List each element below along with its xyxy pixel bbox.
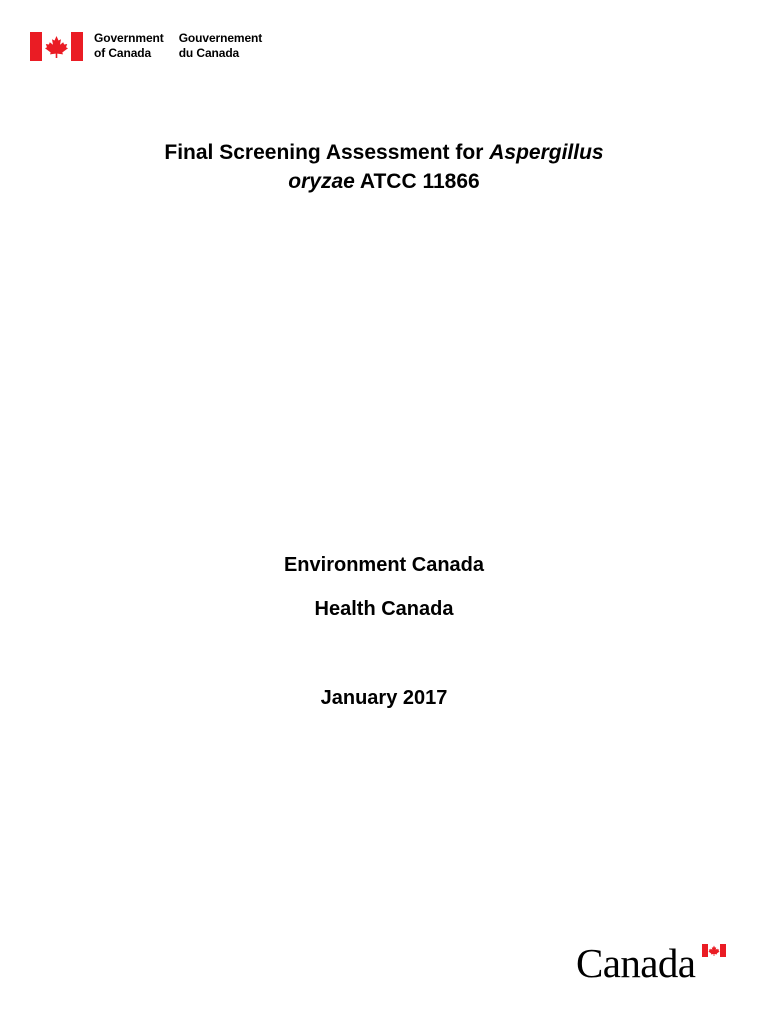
signature-english-line1: Government	[94, 31, 164, 45]
wordmark-text: Canada	[576, 940, 696, 986]
title-genus: Aspergillus	[489, 141, 604, 164]
canada-wordmark	[576, 940, 726, 986]
title-line-1	[0, 138, 768, 167]
government-signature	[30, 31, 262, 63]
canada-flag-icon	[30, 32, 83, 61]
signature-english	[94, 31, 164, 61]
title-line-2-text: ATCC 11866	[354, 170, 480, 193]
title-species: oryzae	[288, 170, 355, 193]
department-environment: Environment Canada	[283, 554, 485, 576]
signature-french	[179, 31, 263, 61]
canada-wordmark-flag-icon	[702, 944, 726, 957]
signature-french-line1: Gouvernement	[178, 31, 263, 45]
publication-date: January 2017	[320, 687, 448, 709]
signature-english-line2: of Canada	[94, 46, 152, 60]
title-line-2	[0, 167, 768, 196]
title-line-1-text: Final Screening Assessment for	[164, 141, 490, 164]
document-title	[0, 138, 768, 196]
department-health: Health Canada	[314, 598, 454, 620]
signature-french-line2: du Canada	[178, 46, 240, 60]
